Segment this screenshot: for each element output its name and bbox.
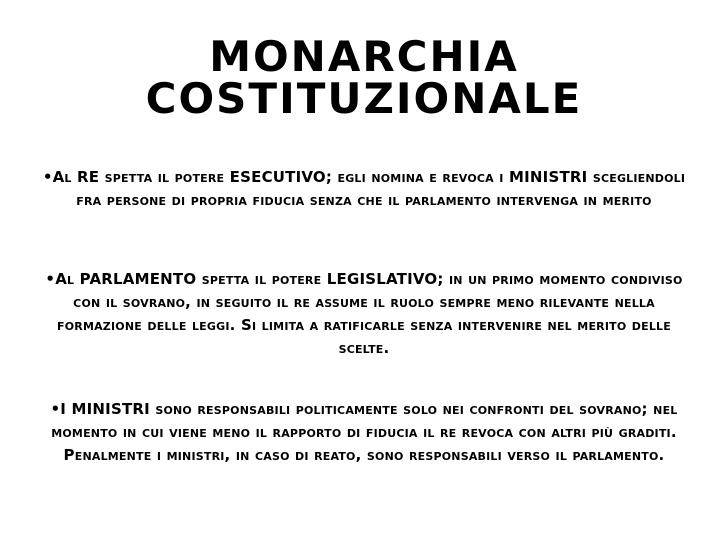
title-line-1: MONARCHIA bbox=[209, 32, 519, 81]
paragraph-text: Al PARLAMENTO spetta il potere LEGISLATIVO; in un primo momento condiviso con il sovrano, in seguito il re assume il ruolo sempre meno rilevante nella formazione delle leggi. Si limita a ratificarle senza intervenire nel merito delle scelte. bbox=[55, 270, 683, 357]
bullet-marker: • bbox=[42, 168, 53, 186]
bullet-marker: • bbox=[45, 270, 56, 288]
paragraph-text: I MINISTRI sono responsabili politicamente solo nei confronti del sovrano; nel momento in cui viene meno il rapporto di fiducia il re revoca con altri più graditi. Penalmente i ministri, in caso di reato, sono responsabili verso il parlamento. bbox=[51, 400, 678, 464]
bullet-paragraph-ministers bbox=[28, 398, 700, 467]
bullet-paragraph-executive bbox=[36, 166, 692, 212]
slide-title bbox=[0, 32, 728, 123]
title-line-2: COSTITUZIONALE bbox=[145, 74, 583, 123]
bullet-marker: • bbox=[50, 400, 61, 418]
paragraph-text: Al RE spetta il potere ESECUTIVO; egli nomina e revoca i MINISTRI scegliendoli fra persone di propria fiducia senza che il parlamento intervenga in merito bbox=[52, 168, 686, 209]
bullet-paragraph-legislative bbox=[30, 268, 698, 360]
